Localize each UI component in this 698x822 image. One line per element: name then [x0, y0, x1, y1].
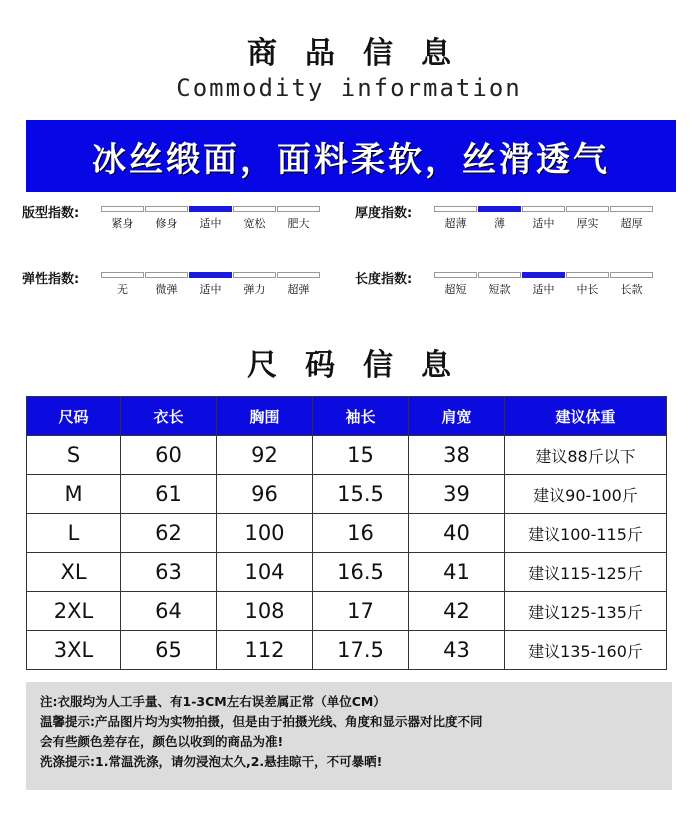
scale-option [277, 272, 320, 297]
cell-size: S [27, 436, 121, 475]
size-table-header-row [27, 397, 667, 436]
note-color-tip-1: 温馨提示:产品图片均为实物拍摄，但是由于拍摄光线、角度和显示器对比度不同 [40, 714, 483, 729]
cell-sleeve: 15 [313, 436, 409, 475]
scale-option-label: 适中 [532, 283, 555, 296]
scale-option [101, 206, 144, 231]
scale-option [189, 206, 232, 231]
scale-option [189, 272, 232, 297]
scale-option-label: 适中 [199, 217, 222, 230]
cell-size: 3XL [27, 631, 121, 670]
scale-option [478, 206, 521, 231]
scale-option [101, 272, 144, 297]
cell-shoulder: 41 [409, 553, 505, 592]
cell-length: 62 [121, 514, 217, 553]
commodity-info-subtitle: Commodity information [176, 74, 522, 102]
cell-size: M [27, 475, 121, 514]
scale-option-label: 适中 [199, 283, 222, 296]
cell-length: 60 [121, 436, 217, 475]
scale-option [522, 272, 565, 297]
scale-bar [277, 272, 320, 278]
scale-option-label: 超短 [444, 283, 467, 296]
feature-banner [26, 120, 676, 192]
scale-option [522, 206, 565, 231]
scale-bar-selected [189, 206, 232, 212]
scale-option [434, 206, 477, 231]
feature-banner-text: 冰丝缎面，面料柔软，丝滑透气 [92, 139, 610, 180]
scale-option [277, 206, 320, 231]
cell-sleeve: 17.5 [313, 631, 409, 670]
length-index-scale [434, 272, 653, 297]
table-row [27, 475, 667, 514]
scale-option-label: 宽松 [243, 217, 266, 230]
cell-weight: 建议88斤以下 [505, 436, 667, 475]
cell-chest: 104 [217, 553, 313, 592]
scale-option-label: 肥大 [287, 217, 310, 230]
cell-weight: 建议90-100斤 [505, 475, 667, 514]
scale-option [145, 272, 188, 297]
cell-length: 61 [121, 475, 217, 514]
table-row [27, 592, 667, 631]
scale-option-label: 短款 [488, 283, 511, 296]
scale-bar [610, 272, 653, 278]
scale-bar-selected [189, 272, 232, 278]
elasticity-index-label: 弹性指数: [22, 272, 80, 287]
size-table [26, 396, 667, 670]
scale-option-label: 微弹 [155, 283, 178, 296]
scale-bar [233, 272, 276, 278]
scale-option-label: 弹力 [243, 283, 266, 296]
cell-sleeve: 15.5 [313, 475, 409, 514]
thickness-index-label: 厚度指数: [355, 206, 413, 221]
cell-chest: 100 [217, 514, 313, 553]
header-sleeve: 袖长 [313, 397, 409, 436]
cell-sleeve: 17 [313, 592, 409, 631]
scale-bar [566, 206, 609, 212]
scale-bar [233, 206, 276, 212]
cell-shoulder: 43 [409, 631, 505, 670]
note-wash-tip: 洗涤提示:1.常温洗涤，请勿浸泡太久,2.悬挂晾干，不可暴晒! [40, 754, 383, 769]
cell-shoulder: 40 [409, 514, 505, 553]
scale-bar-selected [478, 206, 521, 212]
scale-option-label: 超薄 [444, 217, 467, 230]
scale-bar [434, 272, 477, 278]
thickness-index-scale [434, 206, 653, 231]
fit-index-label: 版型指数: [22, 206, 80, 221]
table-row [27, 553, 667, 592]
scale-option [610, 206, 653, 231]
scale-option-label: 厚实 [576, 217, 599, 230]
cell-weight: 建议115-125斤 [505, 553, 667, 592]
cell-shoulder: 42 [409, 592, 505, 631]
cell-weight: 建议100-115斤 [505, 514, 667, 553]
cell-shoulder: 39 [409, 475, 505, 514]
cell-size: 2XL [27, 592, 121, 631]
scale-option-label: 超厚 [620, 217, 643, 230]
scale-bar [101, 206, 144, 212]
cell-length: 63 [121, 553, 217, 592]
cell-weight: 建议125-135斤 [505, 592, 667, 631]
cell-size: L [27, 514, 121, 553]
cell-chest: 92 [217, 436, 313, 475]
scale-option [233, 272, 276, 297]
cell-sleeve: 16 [313, 514, 409, 553]
header-length: 衣长 [121, 397, 217, 436]
header-shoulder: 肩宽 [409, 397, 505, 436]
table-row [27, 436, 667, 475]
scale-bar [145, 272, 188, 278]
scale-option-label: 适中 [532, 217, 555, 230]
scale-option [233, 206, 276, 231]
scale-bar [478, 272, 521, 278]
scale-option [566, 272, 609, 297]
scale-option-label: 长款 [620, 283, 643, 296]
commodity-info-title: 商品信息 [247, 36, 479, 71]
header-chest: 胸围 [217, 397, 313, 436]
elasticity-index-scale [101, 272, 320, 297]
header-weight: 建议体重 [505, 397, 667, 436]
scale-option-label: 紧身 [111, 217, 134, 230]
fit-index-scale [101, 206, 320, 231]
table-row [27, 631, 667, 670]
cell-size: XL [27, 553, 121, 592]
cell-sleeve: 16.5 [313, 553, 409, 592]
scale-option [434, 272, 477, 297]
cell-weight: 建议135-160斤 [505, 631, 667, 670]
scale-bar [101, 272, 144, 278]
scale-bar [434, 206, 477, 212]
scale-option-label: 中长 [576, 283, 599, 296]
scale-option [566, 206, 609, 231]
cell-chest: 108 [217, 592, 313, 631]
scale-option-label: 修身 [155, 217, 178, 230]
scale-option [478, 272, 521, 297]
cell-shoulder: 38 [409, 436, 505, 475]
scale-bar [566, 272, 609, 278]
scale-bar [610, 206, 653, 212]
cell-chest: 112 [217, 631, 313, 670]
scale-option-label: 超弹 [287, 283, 310, 296]
cell-length: 65 [121, 631, 217, 670]
size-info-title: 尺码信息 [247, 348, 479, 383]
note-measurement: 注:衣服均为人工手量、有1-3CM左右误差属正常（单位CM） [40, 694, 386, 709]
scale-option-label: 无 [117, 283, 128, 296]
scale-bar [277, 206, 320, 212]
scale-option-label: 薄 [494, 217, 505, 230]
scale-bar-selected [522, 272, 565, 278]
header-size: 尺码 [27, 397, 121, 436]
scale-bar [522, 206, 565, 212]
scale-option [145, 206, 188, 231]
scale-option [610, 272, 653, 297]
length-index-label: 长度指数: [355, 272, 413, 287]
cell-length: 64 [121, 592, 217, 631]
notes-box [26, 682, 672, 790]
scale-bar [145, 206, 188, 212]
cell-chest: 96 [217, 475, 313, 514]
note-color-tip-2: 会有些颜色差存在，颜色以收到的商品为准! [40, 734, 284, 749]
table-row [27, 514, 667, 553]
